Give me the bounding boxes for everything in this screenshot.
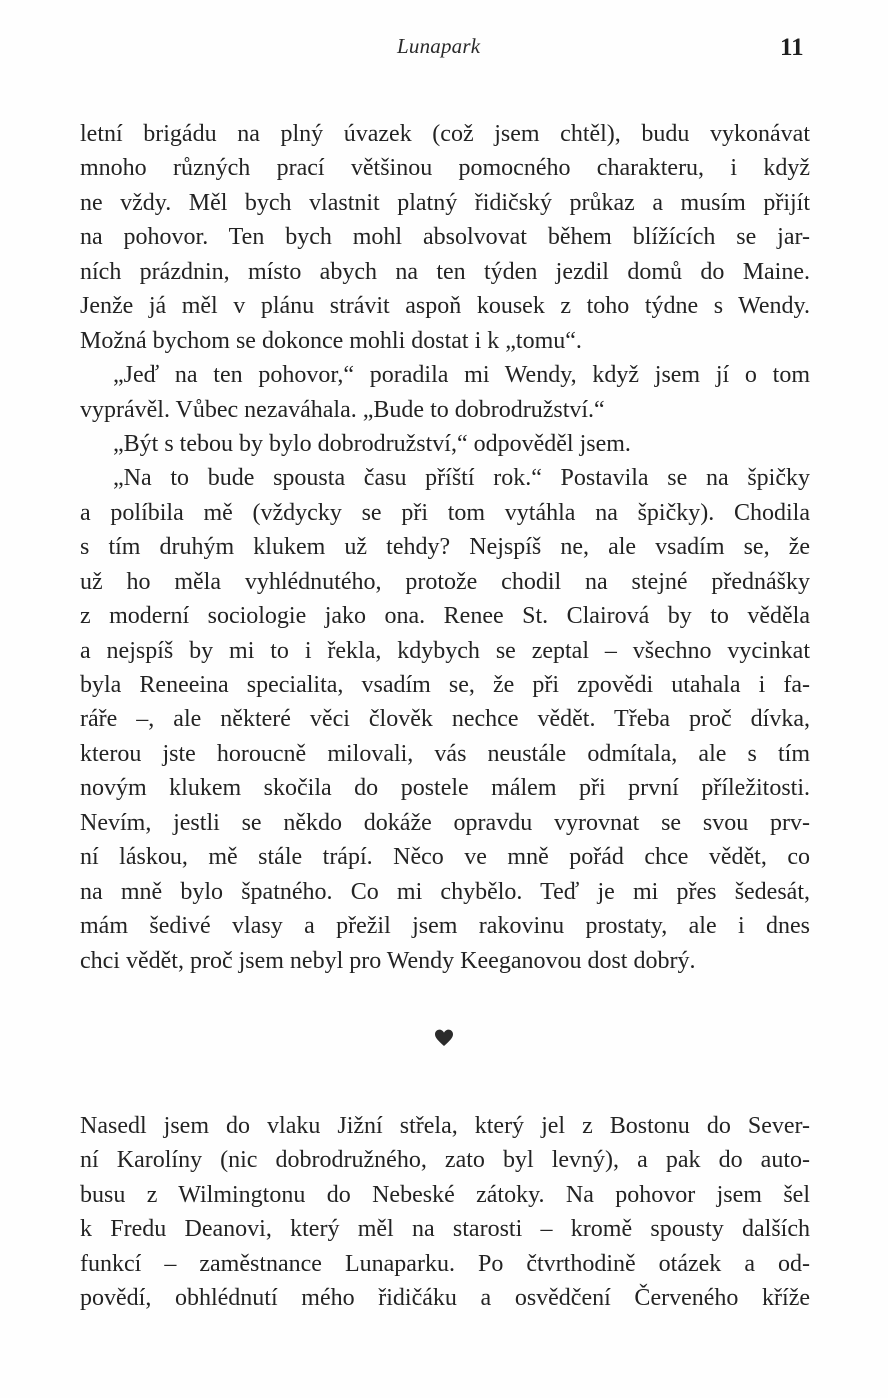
heart-icon xyxy=(434,1028,454,1048)
text-line: ráře –, ale některé věci člověk nechce vědět. Třeba proč dívka, xyxy=(80,706,810,733)
text-line: a nejspíš by mi to i řekla, kdybych se zeptal – všechno vycinkat xyxy=(80,637,810,664)
text-line: Jenže já měl v plánu strávit aspoň kousek z toho týdne s Wendy. xyxy=(80,293,810,320)
text-line: z moderní sociologie jako ona. Renee St. Clairová by to věděla xyxy=(80,603,810,630)
text-line: letní brigádu na plný úvazek (což jsem chtěl), budu vykonávat xyxy=(80,121,810,147)
text-line: k Fredu Deanovi, který měl na starosti – kromě spousty dalších xyxy=(80,1216,810,1243)
text-line: kterou jste horoucně milovali, vás neustále odmítala, ale s tím xyxy=(80,740,810,767)
text-line: ních prázdnin, místo abych na ten týden jezdil domů do Maine. xyxy=(80,258,810,285)
text-line: na pohovor. Ten bych mohl absolvovat během blížících se jar- xyxy=(80,224,810,251)
running-head xyxy=(0,34,888,66)
text-line: Nasedl jsem do vlaku Jižní střela, který jel z Bostonu do Sever- xyxy=(80,1113,810,1139)
text-line: s tím druhým klukem už tehdy? Nejspíš ne, ale vsadím se, že xyxy=(80,534,810,561)
text-line: a políbila mě (vždycky se při tom vytáhla na špičky). Chodila xyxy=(80,499,810,526)
text-line: ne vždy. Měl bych vlastnit platný řidičský průkaz a musím přijít xyxy=(80,189,810,216)
text-line: na mně bylo špatného. Co mi chybělo. Teď je mi přes šedesát, xyxy=(80,878,810,905)
running-title: Lunapark xyxy=(397,34,481,58)
text-line: busu z Wilmingtonu do Nebeské zátoky. Na pohovor jsem šel xyxy=(80,1181,810,1208)
text-line: byla Reneeina specialita, vsadím se, že při zpovědi utahala i fa- xyxy=(80,672,810,698)
text-section-2 xyxy=(80,1109,810,1316)
text-line: mám šedivé vlasy a přežil jsem rakovinu prostaty, ale i dnes xyxy=(80,913,810,940)
text-line: funkcí – zaměstnance Lunaparku. Po čtvrthodině otázek a od- xyxy=(80,1250,810,1277)
text-line: „Být s tebou by bylo dobrodružství,“ odpověděl jsem. xyxy=(113,430,631,457)
text-line: ní láskou, mě stále trápí. Něco ve mně pořád chce vědět, co xyxy=(80,844,810,871)
text-section-1 xyxy=(80,117,810,978)
text-line: mnoho různých prací většinou pomocného charakteru, i když xyxy=(80,155,810,182)
text-line: chci vědět, proč jsem nebyl pro Wendy Keeganovou dost dobrý. xyxy=(80,947,696,974)
text-line: povědí, obhlédnutí mého řidičáku a osvědčení Červeného kříže xyxy=(80,1285,810,1312)
text-line: Nevím, jestli se někdo dokáže opravdu vyrovnat se svou prv- xyxy=(80,809,810,836)
text-line: novým klukem skočila do postele málem při první příležitosti. xyxy=(80,775,810,802)
page-number: 11 xyxy=(780,34,804,61)
text-line: už ho měla vyhlédnutého, protože chodil na stejné přednášky xyxy=(80,568,810,595)
text-line: „Na to bude spousta času příští rok.“ Postavila se na špičky xyxy=(113,465,810,492)
text-line: ní Karolíny (nic dobrodružného, zato byl levný), a pak do auto- xyxy=(80,1147,810,1174)
text-line: vyprávěl. Vůbec nezaváhala. „Bude to dobrodružství.“ xyxy=(80,396,605,423)
text-line: „Jeď na ten pohovor,“ poradila mi Wendy, když jsem jí o tom xyxy=(113,362,810,389)
text-line: Možná bychom se dokonce mohli dostat i k „tomu“. xyxy=(80,327,582,354)
